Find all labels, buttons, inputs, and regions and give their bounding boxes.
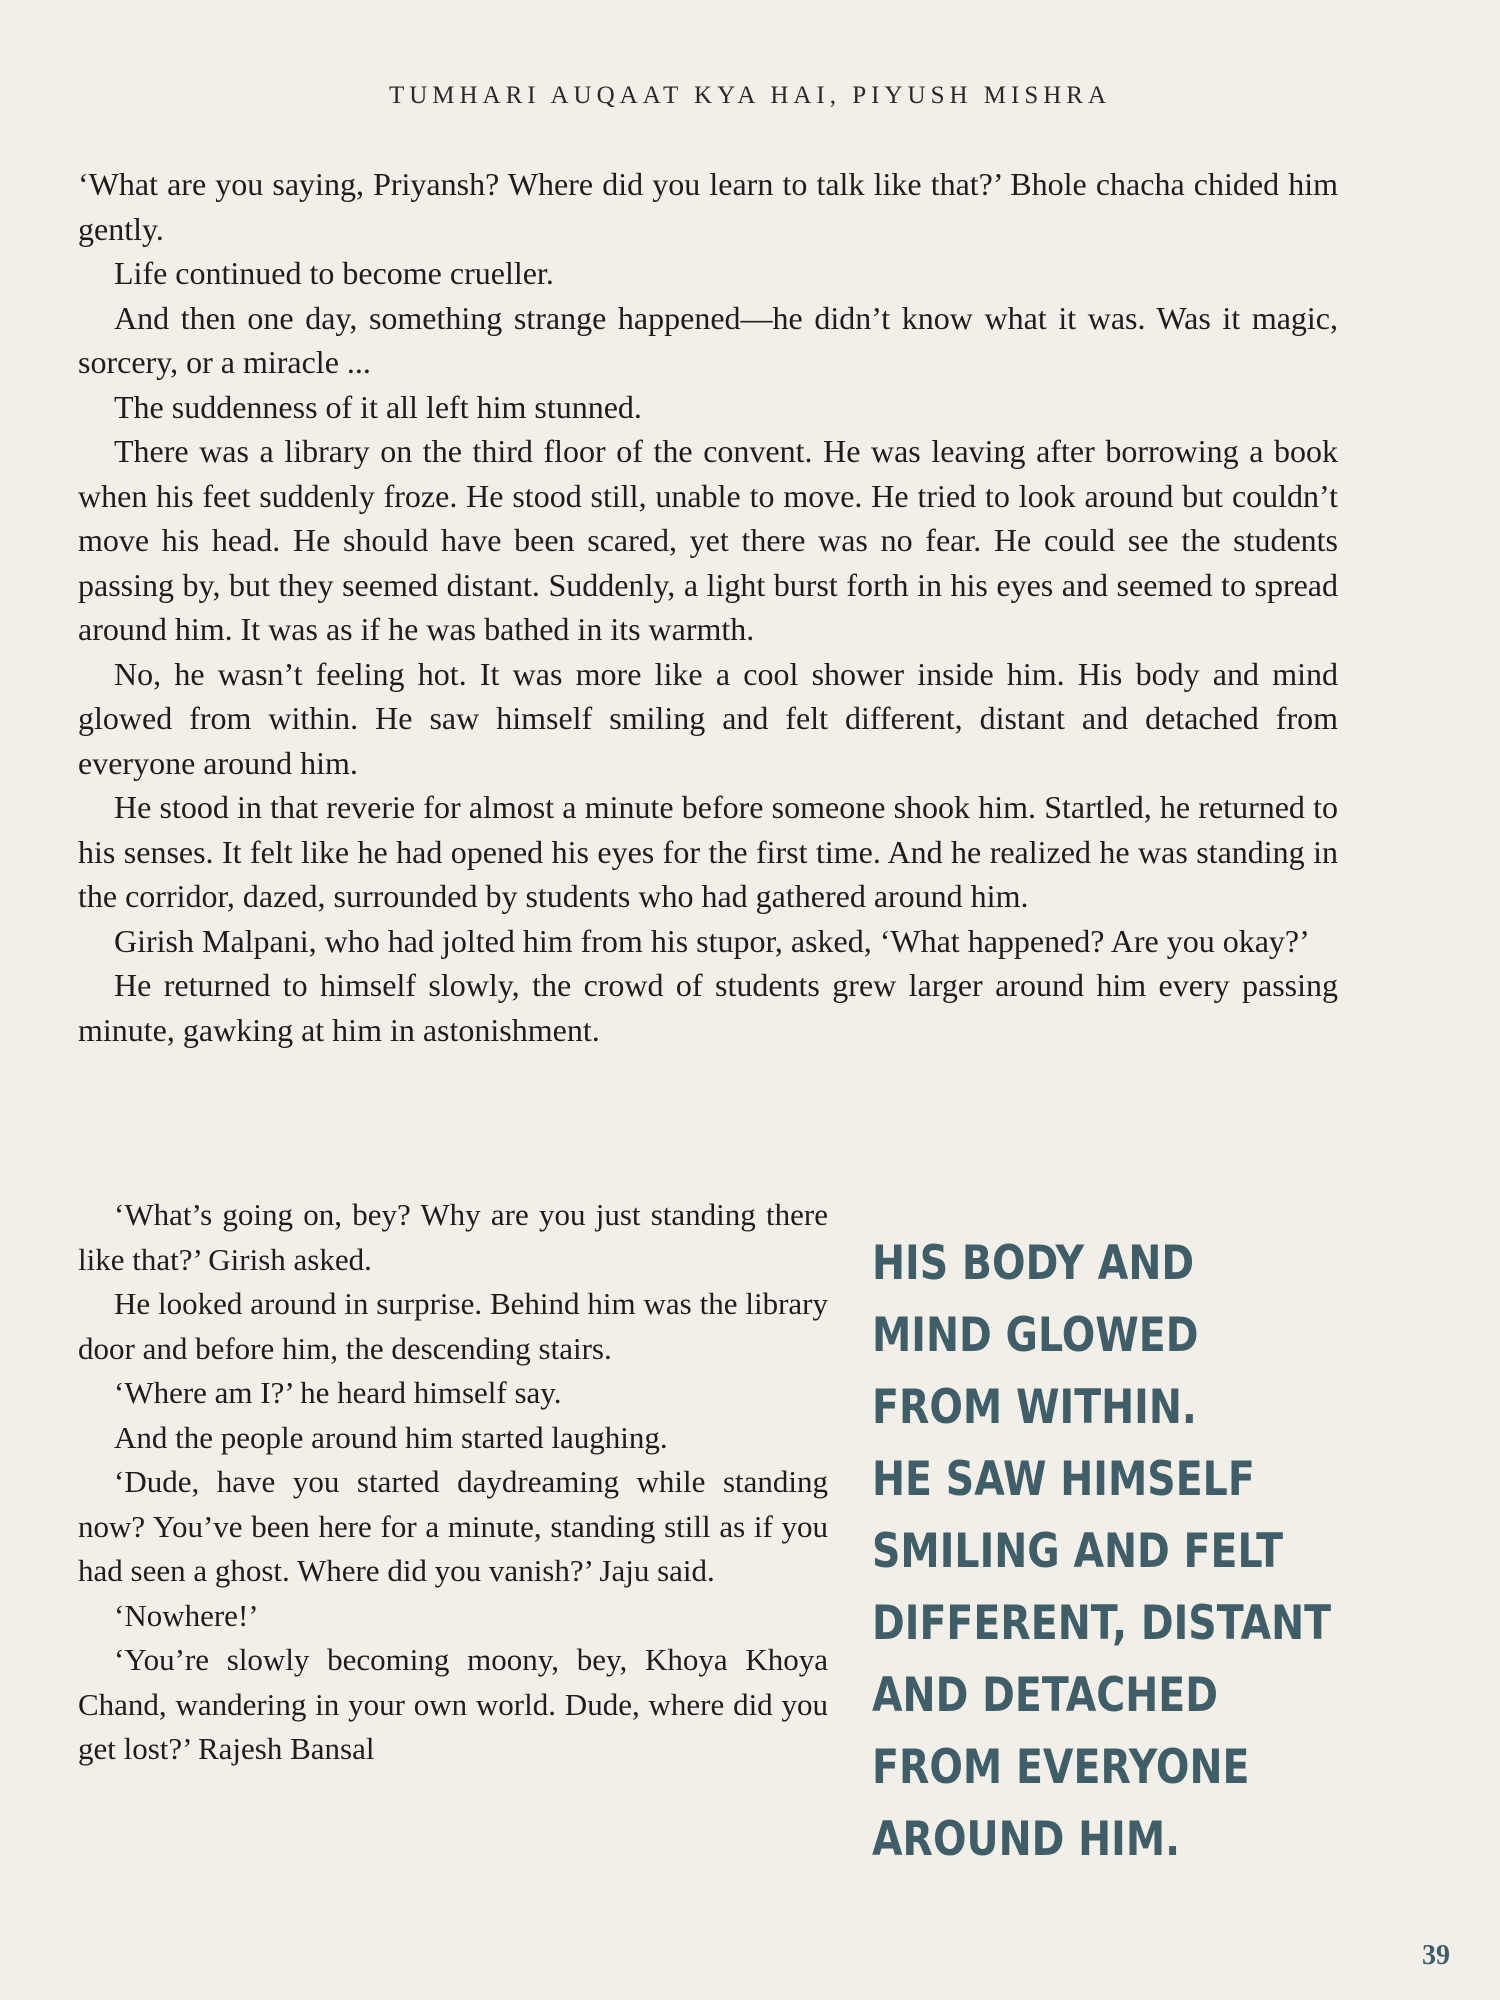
paragraph: ‘You’re slowly becoming moony, bey, Khoya Khoya Chand, wandering in your own world. Dude, where did you get lost?’ Rajesh Bansal: [78, 1642, 828, 1766]
paragraph: No, he wasn’t feeling hot. It was more like a cool shower inside him. His body and mind glowed from within. He saw himself smiling and felt different, distant and detached from everyone around him.: [78, 655, 1338, 781]
paragraph: ‘What are you saying, Priyansh? Where did you learn to talk like that?’ Bhole chacha chided him gently.: [78, 166, 1338, 247]
paragraph: The suddenness of it all left him stunned.: [114, 388, 642, 425]
pull-quote-line: HIS BODY AND: [872, 1236, 1195, 1291]
page-number: 39: [1422, 1940, 1450, 1971]
paragraph: Life continued to become crueller.: [114, 255, 554, 291]
running-header: TUMHARI AUQAAT KYA HAI, PIYUSH MISHRA: [388, 82, 1112, 109]
pull-quote-line: AND DETACHED: [872, 1668, 1219, 1723]
pull-quote-line: AROUND HIM.: [872, 1812, 1181, 1867]
paragraph: ‘Nowhere!’: [114, 1597, 259, 1633]
paragraph: ‘Dude, have you started daydreaming while standing now? You’ve been here for a minute, standing still as if you had seen a ghost. Where did you vanish?’ Jaju said.: [78, 1464, 828, 1588]
paragraph: He looked around in surprise. Behind him was the library door and before him, the descending stairs.: [78, 1286, 828, 1366]
pull-quote-line: HE SAW HIMSELF: [872, 1452, 1255, 1507]
left-column-text: [78, 1193, 828, 1772]
paragraph: ‘What’s going on, bey? Why are you just standing there like that?’ Girish asked.: [78, 1197, 828, 1277]
paragraph: And then one day, something strange happened—he didn’t know what it was. Was it magic, sorcery, or a miracle ...: [78, 299, 1338, 380]
main-text: [78, 162, 1338, 1052]
paragraph: There was a library on the third floor of the convent. He was leaving after borrowing a book when his feet suddenly froze. He stood still, unable to move. He tried to look around but couldn’t move his head. He should have been scared, yet there was no fear. He could see the students passing by, but they seemed distant. Suddenly, a light burst forth in his eyes and seemed to spread around him. It was as if he was bathed in its warmth.: [78, 433, 1338, 647]
paragraph: He stood in that reverie for almost a minute before someone shook him. Startled, he returned to his senses. It felt like he had opened his eyes for the first time. And he realized he was standing in the corridor, dazed, surrounded by students who had gathered around him.: [78, 789, 1338, 914]
paragraph: He returned to himself slowly, the crowd of students grew larger around him every passing minute, gawking at him in astonishment.: [78, 967, 1338, 1048]
pull-quote-line: DIFFERENT, DISTANT: [872, 1596, 1332, 1651]
paragraph: ‘Where am I?’ he heard himself say.: [114, 1375, 562, 1410]
pull-quote-line: FROM WITHIN.: [872, 1380, 1197, 1435]
pull-quote-line: FROM EVERYONE: [872, 1740, 1250, 1795]
paragraph: And the people around him started laughing.: [114, 1419, 668, 1455]
pull-quote-line: MIND GLOWED: [872, 1308, 1199, 1363]
pull-quote: [872, 1228, 1332, 1876]
pull-quote-line: SMILING AND FELT: [872, 1524, 1284, 1579]
paragraph: Girish Malpani, who had jolted him from his stupor, asked, ‘What happened? Are you okay?’: [114, 922, 1310, 959]
